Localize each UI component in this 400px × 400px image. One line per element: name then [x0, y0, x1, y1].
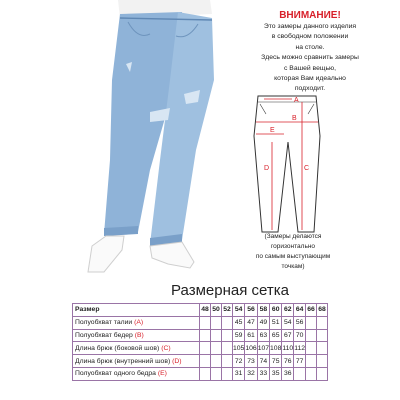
value-cell: 72 [233, 355, 245, 368]
notice-line: которая Вам идеально [274, 75, 346, 83]
value-cell: 67 [282, 329, 294, 342]
value-cell: 107 [257, 342, 269, 355]
value-cell: 75 [270, 355, 282, 368]
size-header-cell: 62 [282, 304, 294, 317]
marker-b-label: B [292, 115, 297, 122]
notice-line: на столе. [295, 43, 325, 51]
size-table-title: Размерная сетка [171, 282, 289, 299]
notice-line: с Вашей вещью, [284, 64, 336, 72]
row-label: Полуобхват талии [75, 319, 133, 327]
value-cell: 59 [233, 329, 245, 342]
value-cell: 110 [282, 342, 294, 355]
marker-c-label: C [304, 165, 310, 172]
size-header-cell: 56 [245, 304, 257, 317]
value-cell [306, 367, 317, 380]
value-cell [211, 355, 222, 368]
value-cell [200, 355, 211, 368]
value-cell [306, 316, 317, 329]
hint-line: горизонтально [270, 243, 316, 250]
value-cell: 112 [294, 342, 306, 355]
value-cell: 65 [270, 329, 282, 342]
value-cell [200, 316, 211, 329]
value-cell [294, 367, 306, 380]
value-cell [200, 367, 211, 380]
row-code: (D) [172, 357, 182, 365]
measurement-hint [238, 232, 348, 272]
value-cell: 76 [282, 355, 294, 368]
size-header-cell: 66 [306, 304, 317, 317]
row-label: Длина брюк (внутренний шов) [75, 357, 171, 365]
value-cell: 33 [257, 367, 269, 380]
value-cell: 63 [257, 329, 269, 342]
value-cell [222, 367, 233, 380]
value-cell: 49 [257, 316, 269, 329]
row-code: (E) [157, 370, 167, 378]
row-code: (C) [161, 344, 171, 352]
notice-line: в свободном положении [271, 33, 349, 41]
value-cell: 35 [270, 367, 282, 380]
value-cell [211, 367, 222, 380]
value-cell [306, 355, 317, 368]
value-cell [317, 342, 328, 355]
size-header-cell: 58 [257, 304, 269, 317]
value-cell [222, 342, 233, 355]
value-cell [200, 329, 211, 342]
row-label-cell [73, 367, 200, 380]
hint-line: по самым выступающим [255, 253, 331, 260]
hint-line: точкам) [281, 263, 305, 270]
value-cell [211, 316, 222, 329]
value-cell [317, 367, 328, 380]
value-cell: 106 [245, 342, 257, 355]
value-cell [222, 316, 233, 329]
row-code: (B) [134, 331, 144, 339]
value-cell [222, 355, 233, 368]
size-header-cell: 50 [211, 304, 222, 317]
value-cell [317, 355, 328, 368]
value-cell: 31 [233, 367, 245, 380]
value-cell: 77 [294, 355, 306, 368]
row-label-cell [73, 342, 200, 355]
row-label-cell [73, 316, 200, 329]
value-cell: 32 [245, 367, 257, 380]
value-cell: 56 [294, 316, 306, 329]
value-cell: 61 [245, 329, 257, 342]
table-row [73, 342, 328, 355]
size-header-cell: 68 [317, 304, 328, 317]
measurement-notice [222, 10, 398, 95]
value-cell [306, 342, 317, 355]
row-label: Длина брюк (боковой шов) [75, 344, 160, 352]
value-cell: 51 [270, 316, 282, 329]
size-header-cell: 54 [233, 304, 245, 317]
value-cell: 70 [294, 329, 306, 342]
value-cell: 54 [282, 316, 294, 329]
size-header-cell: 64 [294, 304, 306, 317]
row-code: (A) [134, 319, 144, 327]
value-cell [317, 316, 328, 329]
marker-a-label: A [294, 97, 299, 104]
product-photo [0, 0, 220, 280]
table-row [73, 367, 328, 380]
notice-title: ВНИМАНИЕ! [279, 10, 341, 21]
size-header-cell: 52 [222, 304, 233, 317]
value-cell: 45 [233, 316, 245, 329]
size-header-label: Размер [73, 304, 200, 317]
notice-line: подходит. [294, 85, 326, 93]
notice-line: Это замеры данного изделия [263, 23, 357, 30]
row-label: Полуобхват одного бедра [75, 370, 156, 378]
row-label: Полуобхват бедер [75, 331, 133, 339]
hint-line: (Замеры делаются [264, 233, 322, 240]
value-cell: 36 [282, 367, 294, 380]
trousers-diagram [248, 92, 328, 242]
size-header-cell: 60 [270, 304, 282, 317]
size-header-cell: 48 [200, 304, 211, 317]
value-cell [222, 329, 233, 342]
value-cell [317, 329, 328, 342]
table-row [73, 355, 328, 368]
value-cell [211, 342, 222, 355]
notice-line: Здесь можно сравнить замеры [261, 54, 359, 62]
value-cell: 105 [233, 342, 245, 355]
value-cell [211, 329, 222, 342]
table-row [73, 316, 328, 329]
marker-d-label: D [264, 165, 270, 172]
row-label-cell [73, 355, 200, 368]
value-cell: 108 [270, 342, 282, 355]
row-label-cell [73, 329, 200, 342]
size-header-row [73, 304, 328, 317]
value-cell: 47 [245, 316, 257, 329]
value-cell [306, 329, 317, 342]
table-row [73, 329, 328, 342]
value-cell: 74 [257, 355, 269, 368]
value-cell [200, 342, 211, 355]
marker-e-label: E [270, 127, 275, 134]
value-cell: 73 [245, 355, 257, 368]
size-table [72, 303, 328, 381]
